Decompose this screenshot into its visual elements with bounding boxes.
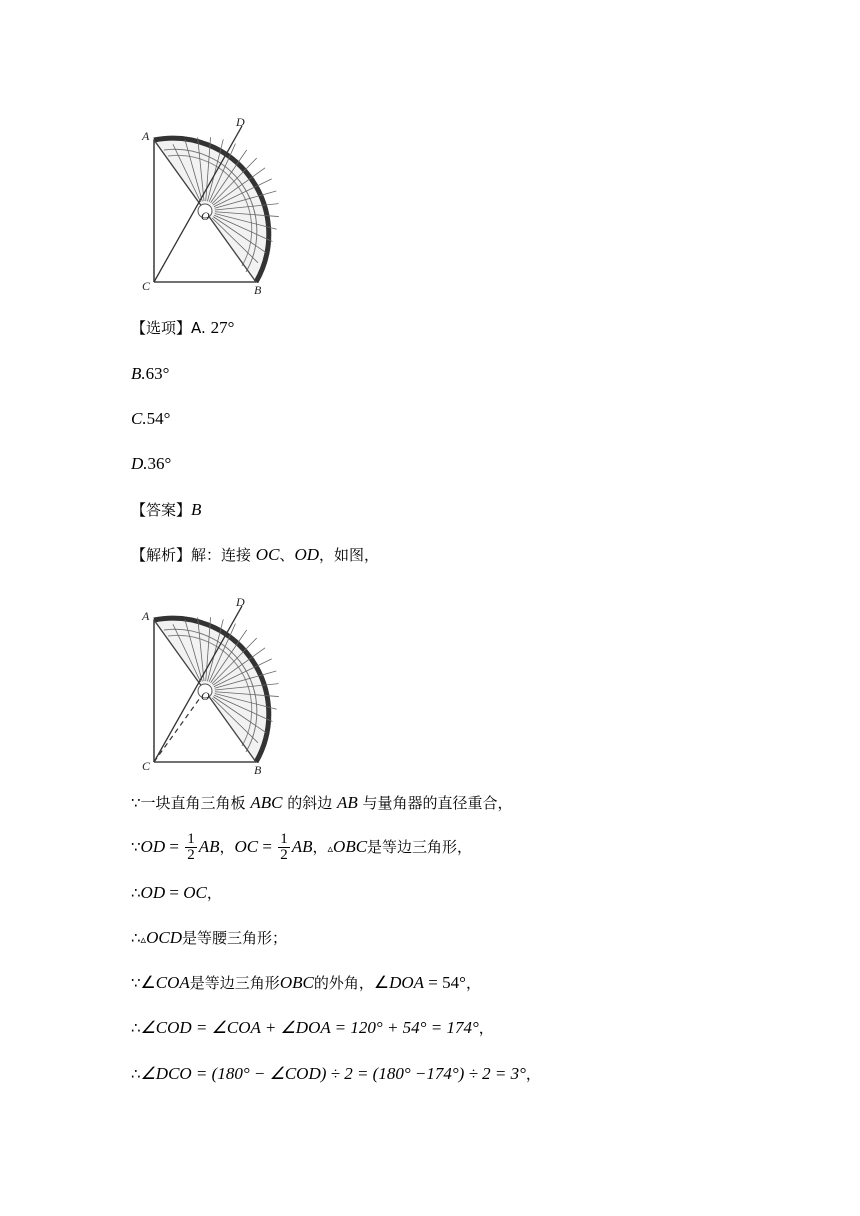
therefore-symbol: ∴ xyxy=(131,1019,141,1037)
step-5-math-doa: DOA xyxy=(389,973,425,992)
label-c: C xyxy=(142,759,151,773)
label-b: B xyxy=(254,283,262,297)
label-a: A xyxy=(142,609,150,623)
angle-symbol: ∠ xyxy=(140,973,156,992)
step-2-text: 是等边三角形， xyxy=(367,838,473,856)
step-2-math-ab: AB xyxy=(198,837,220,856)
label-d: D xyxy=(236,595,245,609)
fraction-half xyxy=(185,832,197,863)
step-3-math-oc: OC xyxy=(183,883,207,902)
label-b: B xyxy=(254,763,262,777)
step-5-value: 54° xyxy=(442,973,466,992)
equals-sign: = xyxy=(258,837,277,856)
answer-tag: 【答案】 xyxy=(131,501,192,519)
fraction-half xyxy=(278,832,290,863)
protractor-diagram-1 xyxy=(138,112,308,302)
option-c-letter: C. xyxy=(131,409,147,428)
step-7 xyxy=(131,1064,541,1084)
comma: ， xyxy=(312,838,328,856)
step-5-math-obc: OBC xyxy=(279,973,314,992)
fraction-numerator: 1 xyxy=(187,831,195,847)
option-d-line xyxy=(131,454,171,474)
answer-line xyxy=(131,500,201,520)
figure-protractor-triangle xyxy=(138,112,308,302)
options-tag: 【选项】 xyxy=(131,319,192,337)
therefore-symbol: ∴ xyxy=(131,884,141,902)
step-2-math-ab-2: AB xyxy=(291,837,313,856)
label-d: D xyxy=(236,115,245,129)
angle-symbol: ∠ xyxy=(373,973,390,992)
option-a-value: 27° xyxy=(210,318,235,337)
therefore-symbol: ∴ xyxy=(131,929,141,947)
analysis-od: OD xyxy=(294,545,319,564)
analysis-oc: OC xyxy=(255,545,280,564)
step-1-text-1: 一块直角三角板 xyxy=(140,794,251,812)
step-6-text: ， xyxy=(478,1019,494,1037)
label-c: C xyxy=(142,279,151,293)
option-b-line xyxy=(131,364,169,384)
because-symbol: ∵ xyxy=(131,838,141,856)
because-symbol: ∵ xyxy=(131,794,141,812)
triangle-symbol: ▵ xyxy=(327,842,334,855)
protractor-diagram-2 xyxy=(138,592,308,782)
analysis-tag: 【解析】 xyxy=(131,546,192,564)
fraction-denominator: 2 xyxy=(280,847,288,863)
step-2 xyxy=(131,828,472,868)
step-2-math-od: OD xyxy=(140,837,166,856)
step-1-math-abc: ABC xyxy=(250,793,283,812)
step-4-math-ocd: OCD xyxy=(146,928,182,947)
step-5-text-2: 的外角， xyxy=(313,974,374,992)
option-d-value: 36° xyxy=(147,454,172,473)
step-3-math-od: OD xyxy=(140,883,166,902)
step-2-math-oc: OC xyxy=(234,837,259,856)
option-c-line xyxy=(131,409,170,429)
step-1-math-ab: AB xyxy=(336,793,358,812)
step-5-text-3: ， xyxy=(465,974,481,992)
analysis-line xyxy=(131,545,379,565)
triangle-symbol: ▵ xyxy=(140,933,147,946)
label-o: O xyxy=(201,689,210,703)
analysis-intro-prefix: 解：连接 xyxy=(191,546,256,564)
step-3-text: ， xyxy=(206,884,222,902)
fraction-denominator: 2 xyxy=(187,847,195,863)
step-7-text: ， xyxy=(525,1065,541,1083)
option-a-letter: A. xyxy=(191,319,206,337)
figure-protractor-triangle-dashed xyxy=(138,592,308,782)
step-5-text-1: 是等边三角形 xyxy=(189,974,280,992)
equals-sign: = xyxy=(165,883,184,902)
step-4 xyxy=(131,928,287,950)
comma: ， xyxy=(219,838,235,856)
equals-sign: = xyxy=(165,837,184,856)
step-1 xyxy=(131,793,513,813)
equals-sign: = xyxy=(424,973,443,992)
option-c-value: 54° xyxy=(146,409,171,428)
analysis-sep: 、 xyxy=(279,546,295,564)
step-2-math-obc: OBC xyxy=(333,837,368,856)
answer-value: B xyxy=(191,500,202,519)
label-a: A xyxy=(142,129,150,143)
options-a-line xyxy=(131,318,234,338)
step-4-text: 是等腰三角形； xyxy=(181,929,287,947)
fraction-numerator: 1 xyxy=(280,831,288,847)
option-b-letter: B. xyxy=(131,364,146,383)
step-5-math-coa: COA xyxy=(155,973,190,992)
analysis-intro-suffix: ，如图， xyxy=(319,546,380,564)
option-d-letter: D. xyxy=(131,454,148,473)
step-5 xyxy=(131,973,481,993)
step-1-text-2: 的斜边 xyxy=(282,794,337,812)
label-o: O xyxy=(201,209,210,223)
step-1-text-3: 与量角器的直径重合， xyxy=(357,794,513,812)
because-symbol: ∵ xyxy=(131,974,141,992)
step-7-expression: ∠DCO = (180° − ∠COD) ÷ 2 = (180° −174°) ÷ 2 = 3° xyxy=(140,1064,526,1083)
step-3 xyxy=(131,883,222,903)
step-6 xyxy=(131,1018,494,1038)
step-6-expression: ∠COD = ∠COA + ∠DOA = 120° + 54° = 174° xyxy=(140,1018,479,1037)
option-b-value: 63° xyxy=(145,364,170,383)
therefore-symbol: ∴ xyxy=(131,1065,141,1083)
